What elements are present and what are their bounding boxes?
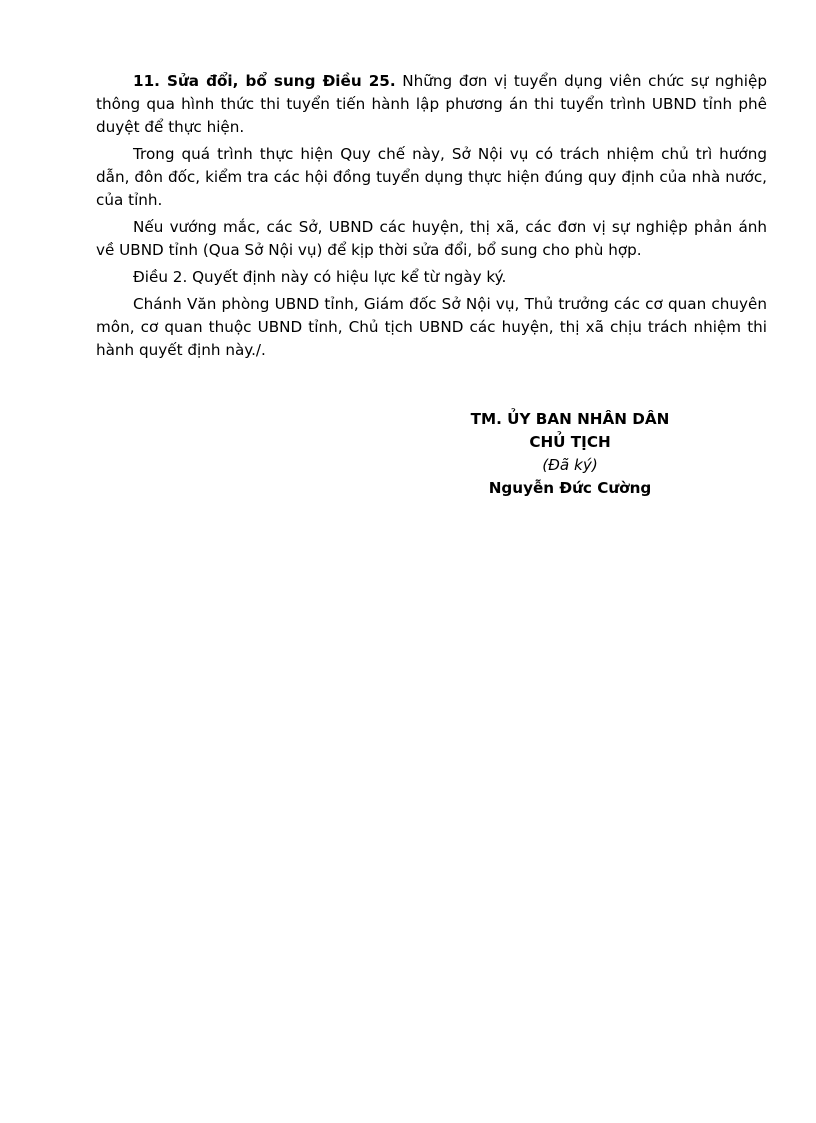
paragraph-responsibility: Chánh Văn phòng UBND tỉnh, Giám đốc Sở Nội vụ, Thủ trưởng các cơ quan chuyên môn, cơ quan thuộc UBND tỉnh, Chủ tịch UBND các huyện, thị xã chịu trách nhiệm thi hành quyết định này./. — [96, 295, 767, 359]
paragraph-implementation: Trong quá trình thực hiện Quy chế này, Sở Nội vụ có trách nhiệm chủ trì hướng dẫn, đôn đốc, kiểm tra các hội đồng tuyển dụng thực hiện đúng quy định của nhà nước, của tỉnh. — [96, 145, 767, 209]
paragraph-text: Những đơn vị tuyển dụng viên chức sự nghiệp thông qua hình thức thi tuyển tiến hành lập phương án thi tuyển trình UBND tỉnh phê duyệt để thực hiện. — [96, 72, 767, 136]
signature-organization: TM. ỦY BAN NHÂN DÂN — [470, 410, 670, 428]
signature-block — [400, 408, 740, 500]
paragraph-problems: Nếu vướng mắc, các Sở, UBND các huyện, thị xã, các đơn vị sự nghiệp phản ánh về UBND tỉnh (Qua Sở Nội vụ) để kịp thời sửa đổi, bổ sung cho phù hợp. — [96, 218, 767, 259]
paragraph-article-2: Điều 2. Quyết định này có hiệu lực kể từ ngày ký. — [133, 268, 507, 286]
document-body — [96, 70, 767, 366]
signature-title: CHỦ TỊCH — [529, 433, 611, 451]
paragraph-lead: 11. Sửa đổi, bổ sung Điều 25. — [133, 72, 396, 90]
signature-note: (Đã ký) — [542, 456, 598, 474]
paragraph-amendment-article-25 — [96, 70, 767, 139]
signatory-name: Nguyễn Đức Cường — [488, 479, 652, 497]
